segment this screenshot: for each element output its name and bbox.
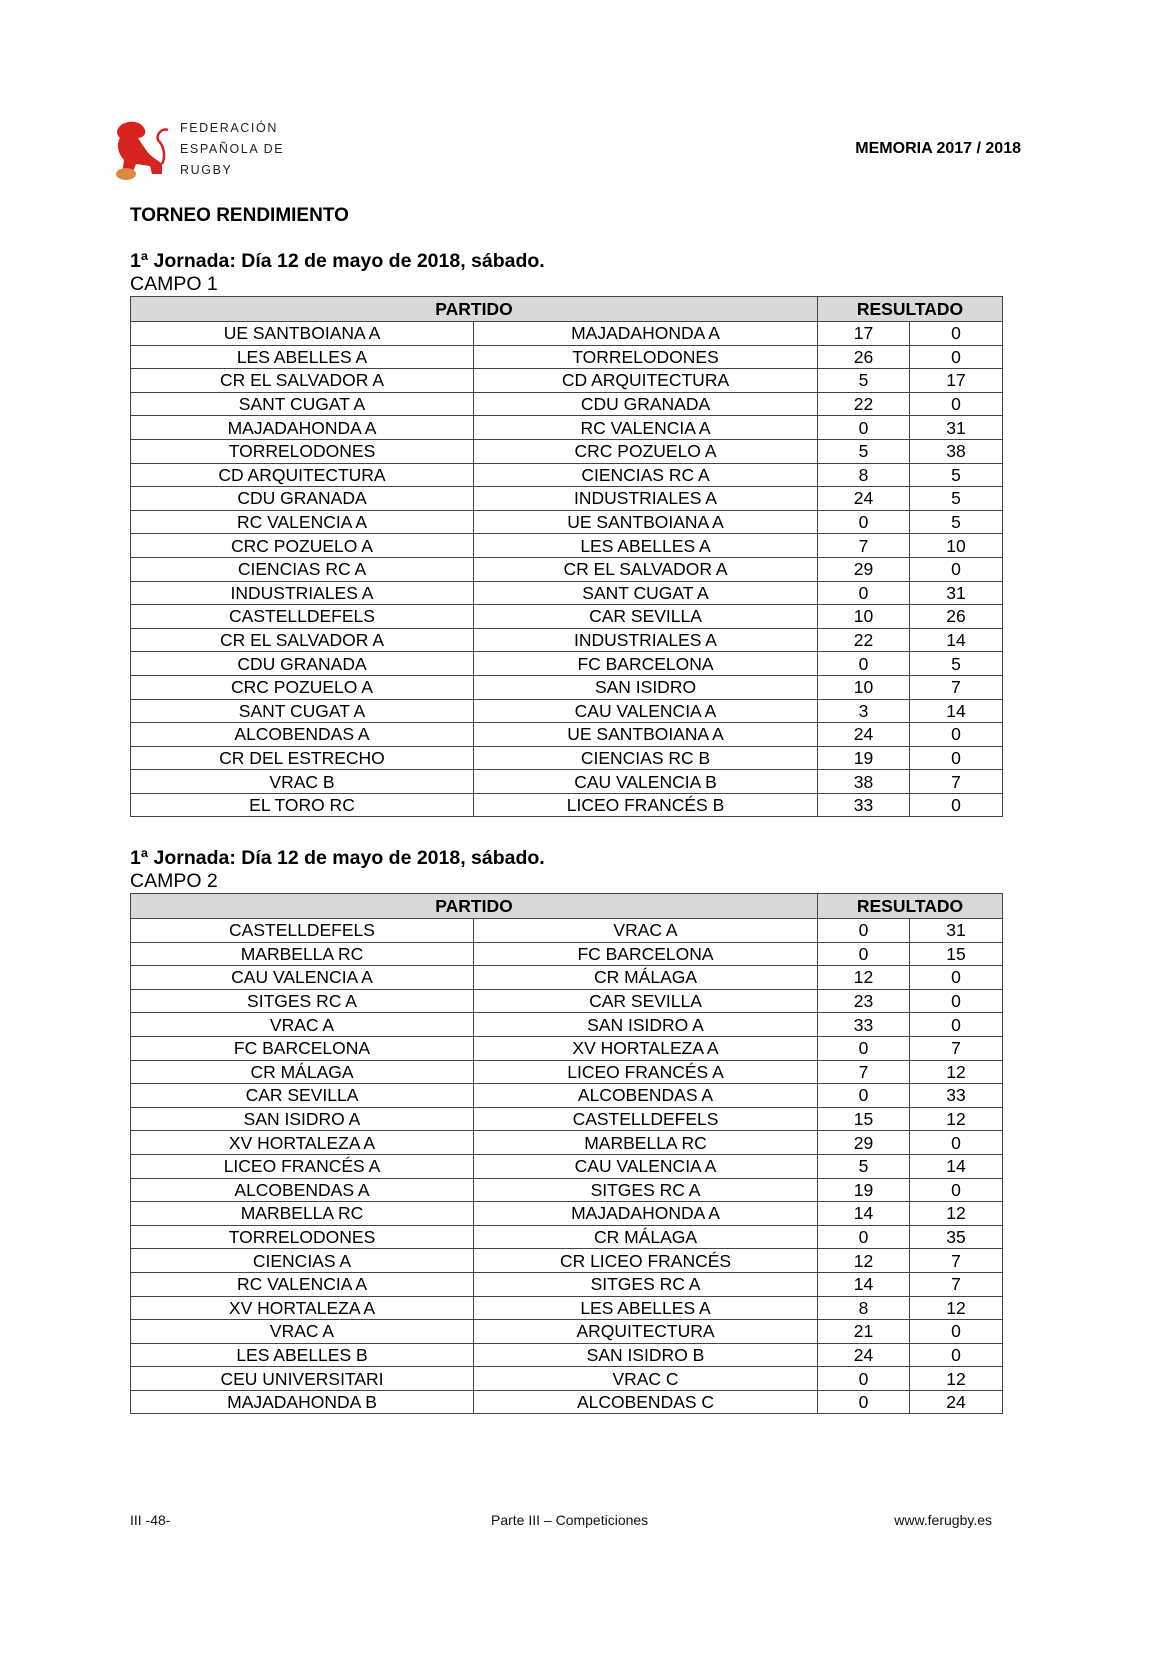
home-team: CASTELLDEFELS bbox=[131, 605, 474, 629]
away-team: CIENCIAS RC B bbox=[474, 746, 818, 770]
page-title: TORNEO RENDIMIENTO bbox=[130, 205, 349, 226]
away-score: 31 bbox=[910, 416, 1003, 440]
home-team: MARBELLA RC bbox=[131, 942, 474, 966]
home-score: 0 bbox=[818, 416, 910, 440]
home-team: RC VALENCIA A bbox=[131, 510, 474, 534]
away-team: CASTELLDEFELS bbox=[474, 1107, 818, 1131]
home-score: 5 bbox=[818, 439, 910, 463]
home-score: 22 bbox=[818, 628, 910, 652]
home-team: EL TORO RC bbox=[131, 793, 474, 817]
table-row bbox=[131, 652, 1003, 676]
table-row bbox=[131, 1036, 1003, 1060]
home-score: 38 bbox=[818, 770, 910, 794]
table-row bbox=[131, 723, 1003, 747]
away-team: TORRELODONES bbox=[474, 345, 818, 369]
away-score: 0 bbox=[910, 793, 1003, 817]
section-campo-1 bbox=[130, 250, 1002, 817]
home-team: CAU VALENCIA A bbox=[131, 966, 474, 990]
table-row bbox=[131, 1154, 1003, 1178]
home-score: 17 bbox=[818, 322, 910, 346]
table-row bbox=[131, 675, 1003, 699]
home-team: LES ABELLES B bbox=[131, 1343, 474, 1367]
away-score: 0 bbox=[910, 322, 1003, 346]
home-score: 0 bbox=[818, 1036, 910, 1060]
jornada-heading: 1ª Jornada: Día 12 de mayo de 2018, sábado. bbox=[130, 250, 545, 272]
home-score: 23 bbox=[818, 989, 910, 1013]
table-row bbox=[131, 534, 1003, 558]
away-score: 7 bbox=[910, 1272, 1003, 1296]
home-score: 0 bbox=[818, 652, 910, 676]
table-row bbox=[131, 1084, 1003, 1108]
table-row bbox=[131, 1131, 1003, 1155]
away-team: MAJADAHONDA A bbox=[474, 1202, 818, 1226]
jornada-heading: 1ª Jornada: Día 12 de mayo de 2018, sábado. bbox=[130, 847, 545, 869]
table-row bbox=[131, 1178, 1003, 1202]
away-score: 26 bbox=[910, 605, 1003, 629]
section-campo-2 bbox=[130, 847, 1002, 1414]
away-team: FC BARCELONA bbox=[474, 942, 818, 966]
home-score: 15 bbox=[818, 1107, 910, 1131]
table-row bbox=[131, 942, 1003, 966]
home-score: 0 bbox=[818, 1390, 910, 1414]
away-team: MARBELLA RC bbox=[474, 1131, 818, 1155]
home-score: 10 bbox=[818, 605, 910, 629]
home-team: VRAC A bbox=[131, 1320, 474, 1344]
home-score: 8 bbox=[818, 1296, 910, 1320]
away-team: CAR SEVILLA bbox=[474, 989, 818, 1013]
away-score: 0 bbox=[910, 1131, 1003, 1155]
table-row bbox=[131, 416, 1003, 440]
home-score: 19 bbox=[818, 1178, 910, 1202]
table-row bbox=[131, 1296, 1003, 1320]
away-team: UE SANTBOIANA A bbox=[474, 510, 818, 534]
away-score: 12 bbox=[910, 1296, 1003, 1320]
away-team: VRAC C bbox=[474, 1367, 818, 1391]
away-score: 0 bbox=[910, 392, 1003, 416]
away-score: 14 bbox=[910, 1154, 1003, 1178]
col-resultado: RESULTADO bbox=[818, 297, 1003, 322]
home-team: UE SANTBOIANA A bbox=[131, 322, 474, 346]
away-score: 14 bbox=[910, 628, 1003, 652]
away-team: SITGES RC A bbox=[474, 1178, 818, 1202]
home-score: 19 bbox=[818, 746, 910, 770]
away-score: 17 bbox=[910, 369, 1003, 393]
home-team: CRC POZUELO A bbox=[131, 675, 474, 699]
table-row bbox=[131, 1367, 1003, 1391]
table-row bbox=[131, 919, 1003, 943]
home-score: 0 bbox=[818, 510, 910, 534]
table-row bbox=[131, 1225, 1003, 1249]
away-team: SAN ISIDRO B bbox=[474, 1343, 818, 1367]
away-score: 15 bbox=[910, 942, 1003, 966]
away-team: INDUSTRIALES A bbox=[474, 628, 818, 652]
home-score: 24 bbox=[818, 1343, 910, 1367]
table-row bbox=[131, 1320, 1003, 1344]
home-team: CR MÁLAGA bbox=[131, 1060, 474, 1084]
away-score: 38 bbox=[910, 439, 1003, 463]
home-team: VRAC B bbox=[131, 770, 474, 794]
home-score: 0 bbox=[818, 919, 910, 943]
home-team: CEU UNIVERSITARI bbox=[131, 1367, 474, 1391]
home-score: 7 bbox=[818, 1060, 910, 1084]
memoria-label: MEMORIA 2017 / 2018 bbox=[855, 140, 1021, 157]
away-team: LICEO FRANCÉS A bbox=[474, 1060, 818, 1084]
org-name bbox=[180, 118, 284, 181]
table-row bbox=[131, 439, 1003, 463]
table-row bbox=[131, 1202, 1003, 1226]
home-score: 29 bbox=[818, 1131, 910, 1155]
away-score: 14 bbox=[910, 699, 1003, 723]
away-score: 10 bbox=[910, 534, 1003, 558]
home-team: ALCOBENDAS A bbox=[131, 1178, 474, 1202]
home-team: CDU GRANADA bbox=[131, 487, 474, 511]
campo-label: CAMPO 2 bbox=[130, 870, 218, 892]
home-team: LICEO FRANCÉS A bbox=[131, 1154, 474, 1178]
home-team: CASTELLDEFELS bbox=[131, 919, 474, 943]
away-score: 0 bbox=[910, 1343, 1003, 1367]
table-row bbox=[131, 322, 1003, 346]
away-team: LES ABELLES A bbox=[474, 534, 818, 558]
away-score: 5 bbox=[910, 463, 1003, 487]
campo-label: CAMPO 1 bbox=[130, 273, 218, 295]
away-team: LES ABELLES A bbox=[474, 1296, 818, 1320]
away-team: CIENCIAS RC A bbox=[474, 463, 818, 487]
away-team: LICEO FRANCÉS B bbox=[474, 793, 818, 817]
away-team: CDU GRANADA bbox=[474, 392, 818, 416]
away-score: 35 bbox=[910, 1225, 1003, 1249]
home-team: CAR SEVILLA bbox=[131, 1084, 474, 1108]
away-team: MAJADAHONDA A bbox=[474, 322, 818, 346]
away-team: CR EL SALVADOR A bbox=[474, 557, 818, 581]
table-row bbox=[131, 1272, 1003, 1296]
results-table bbox=[130, 296, 1003, 817]
away-score: 0 bbox=[910, 746, 1003, 770]
home-team: CIENCIAS A bbox=[131, 1249, 474, 1273]
home-team: TORRELODONES bbox=[131, 439, 474, 463]
away-score: 12 bbox=[910, 1367, 1003, 1391]
away-score: 0 bbox=[910, 1178, 1003, 1202]
home-score: 0 bbox=[818, 1225, 910, 1249]
away-team: ARQUITECTURA bbox=[474, 1320, 818, 1344]
col-partido: PARTIDO bbox=[131, 297, 818, 322]
away-score: 0 bbox=[910, 557, 1003, 581]
home-score: 24 bbox=[818, 723, 910, 747]
home-team: ALCOBENDAS A bbox=[131, 723, 474, 747]
footer-website: www.ferugby.es bbox=[894, 1512, 992, 1528]
home-team: XV HORTALEZA A bbox=[131, 1296, 474, 1320]
table-row bbox=[131, 1107, 1003, 1131]
away-team: CAU VALENCIA A bbox=[474, 699, 818, 723]
away-score: 7 bbox=[910, 770, 1003, 794]
home-score: 33 bbox=[818, 1013, 910, 1037]
away-team: SANT CUGAT A bbox=[474, 581, 818, 605]
table-row bbox=[131, 989, 1003, 1013]
table-row bbox=[131, 628, 1003, 652]
away-score: 0 bbox=[910, 1320, 1003, 1344]
home-team: RC VALENCIA A bbox=[131, 1272, 474, 1296]
away-score: 5 bbox=[910, 652, 1003, 676]
home-team: CD ARQUITECTURA bbox=[131, 463, 474, 487]
footer-page-number: III -48- bbox=[130, 1512, 171, 1528]
table-row bbox=[131, 746, 1003, 770]
home-score: 29 bbox=[818, 557, 910, 581]
home-team: MARBELLA RC bbox=[131, 1202, 474, 1226]
federation-logo bbox=[112, 118, 302, 184]
home-team: VRAC A bbox=[131, 1013, 474, 1037]
home-team: CR EL SALVADOR A bbox=[131, 628, 474, 652]
table-row bbox=[131, 699, 1003, 723]
away-team: VRAC A bbox=[474, 919, 818, 943]
home-team: TORRELODONES bbox=[131, 1225, 474, 1249]
org-name-line: FEDERACIÓN bbox=[180, 121, 278, 135]
col-partido: PARTIDO bbox=[131, 894, 818, 919]
home-team: CDU GRANADA bbox=[131, 652, 474, 676]
table-row bbox=[131, 1390, 1003, 1414]
home-team: SAN ISIDRO A bbox=[131, 1107, 474, 1131]
home-team: CR DEL ESTRECHO bbox=[131, 746, 474, 770]
away-score: 12 bbox=[910, 1107, 1003, 1131]
table-row bbox=[131, 463, 1003, 487]
away-score: 0 bbox=[910, 1013, 1003, 1037]
away-score: 31 bbox=[910, 919, 1003, 943]
results-table bbox=[130, 893, 1003, 1414]
home-team: CIENCIAS RC A bbox=[131, 557, 474, 581]
table-row bbox=[131, 1013, 1003, 1037]
home-team: INDUSTRIALES A bbox=[131, 581, 474, 605]
away-score: 12 bbox=[910, 1060, 1003, 1084]
away-team: SAN ISIDRO A bbox=[474, 1013, 818, 1037]
home-score: 8 bbox=[818, 463, 910, 487]
home-score: 24 bbox=[818, 487, 910, 511]
table-row bbox=[131, 510, 1003, 534]
home-team: SANT CUGAT A bbox=[131, 699, 474, 723]
away-team: INDUSTRIALES A bbox=[474, 487, 818, 511]
away-team: SAN ISIDRO bbox=[474, 675, 818, 699]
org-name-line: RUGBY bbox=[180, 163, 233, 177]
home-score: 5 bbox=[818, 369, 910, 393]
home-score: 0 bbox=[818, 1367, 910, 1391]
home-team: CRC POZUELO A bbox=[131, 534, 474, 558]
away-score: 12 bbox=[910, 1202, 1003, 1226]
home-team: MAJADAHONDA A bbox=[131, 416, 474, 440]
away-team: CAU VALENCIA A bbox=[474, 1154, 818, 1178]
table-body bbox=[131, 919, 1003, 1414]
away-score: 33 bbox=[910, 1084, 1003, 1108]
home-score: 14 bbox=[818, 1202, 910, 1226]
table-body bbox=[131, 322, 1003, 817]
away-team: ALCOBENDAS C bbox=[474, 1390, 818, 1414]
away-score: 5 bbox=[910, 510, 1003, 534]
away-team: SITGES RC A bbox=[474, 1272, 818, 1296]
table-row bbox=[131, 1249, 1003, 1273]
table-row bbox=[131, 487, 1003, 511]
away-team: ALCOBENDAS A bbox=[474, 1084, 818, 1108]
table-row bbox=[131, 966, 1003, 990]
table-row bbox=[131, 793, 1003, 817]
home-score: 12 bbox=[818, 1249, 910, 1273]
home-score: 7 bbox=[818, 534, 910, 558]
home-score: 12 bbox=[818, 966, 910, 990]
home-score: 10 bbox=[818, 675, 910, 699]
home-score: 0 bbox=[818, 1084, 910, 1108]
table-row bbox=[131, 770, 1003, 794]
home-team: FC BARCELONA bbox=[131, 1036, 474, 1060]
table-row bbox=[131, 369, 1003, 393]
home-score: 5 bbox=[818, 1154, 910, 1178]
table-row bbox=[131, 1343, 1003, 1367]
away-score: 7 bbox=[910, 1249, 1003, 1273]
home-score: 26 bbox=[818, 345, 910, 369]
home-score: 22 bbox=[818, 392, 910, 416]
org-name-line: ESPAÑOLA DE bbox=[180, 142, 285, 156]
away-score: 31 bbox=[910, 581, 1003, 605]
away-team: XV HORTALEZA A bbox=[474, 1036, 818, 1060]
away-team: CR MÁLAGA bbox=[474, 1225, 818, 1249]
away-team: RC VALENCIA A bbox=[474, 416, 818, 440]
away-team: CR MÁLAGA bbox=[474, 966, 818, 990]
away-score: 7 bbox=[910, 1036, 1003, 1060]
table-row bbox=[131, 581, 1003, 605]
away-score: 0 bbox=[910, 723, 1003, 747]
home-score: 21 bbox=[818, 1320, 910, 1344]
footer-part: Parte III – Competiciones bbox=[491, 1512, 649, 1528]
home-team: LES ABELLES A bbox=[131, 345, 474, 369]
away-team: CD ARQUITECTURA bbox=[474, 369, 818, 393]
away-team: CAU VALENCIA B bbox=[474, 770, 818, 794]
table-row bbox=[131, 557, 1003, 581]
home-score: 0 bbox=[818, 581, 910, 605]
away-team: CAR SEVILLA bbox=[474, 605, 818, 629]
col-resultado: RESULTADO bbox=[818, 894, 1003, 919]
home-score: 14 bbox=[818, 1272, 910, 1296]
home-team: SANT CUGAT A bbox=[131, 392, 474, 416]
table-header-row bbox=[131, 894, 1003, 919]
away-score: 0 bbox=[910, 966, 1003, 990]
away-score: 0 bbox=[910, 989, 1003, 1013]
away-score: 24 bbox=[910, 1390, 1003, 1414]
away-team: FC BARCELONA bbox=[474, 652, 818, 676]
away-score: 0 bbox=[910, 345, 1003, 369]
home-team: CR EL SALVADOR A bbox=[131, 369, 474, 393]
home-team: SITGES RC A bbox=[131, 989, 474, 1013]
home-score: 33 bbox=[818, 793, 910, 817]
home-score: 0 bbox=[818, 942, 910, 966]
home-team: MAJADAHONDA B bbox=[131, 1390, 474, 1414]
away-team: UE SANTBOIANA A bbox=[474, 723, 818, 747]
away-score: 5 bbox=[910, 487, 1003, 511]
table-row bbox=[131, 1060, 1003, 1084]
away-score: 7 bbox=[910, 675, 1003, 699]
table-row bbox=[131, 605, 1003, 629]
away-team: CR LICEO FRANCÉS bbox=[474, 1249, 818, 1273]
away-team: CRC POZUELO A bbox=[474, 439, 818, 463]
lion-logo-icon bbox=[112, 120, 174, 182]
home-team: XV HORTALEZA A bbox=[131, 1131, 474, 1155]
table-header-row bbox=[131, 297, 1003, 322]
home-score: 3 bbox=[818, 699, 910, 723]
table-row bbox=[131, 345, 1003, 369]
table-row bbox=[131, 392, 1003, 416]
